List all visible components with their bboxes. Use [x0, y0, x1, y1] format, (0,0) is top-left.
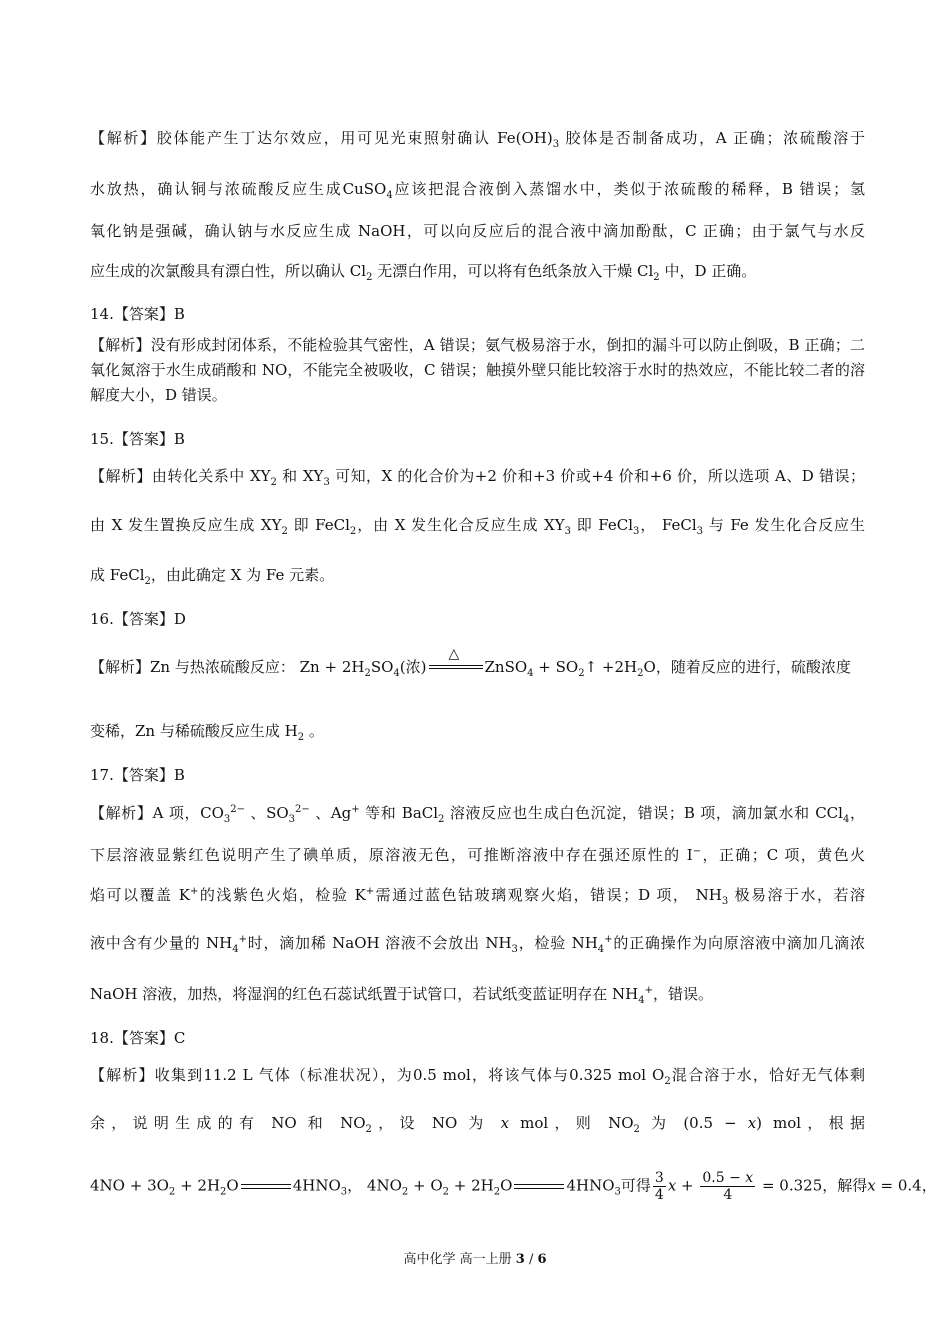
q13-analysis-line-3: 氧化钠是强碱，确认钠与水反应生成 NaOH，可以向反应后的混合液中滴加酚酞，C 正确；由于氯气与水反 [90, 222, 865, 240]
heating-condition-arrow [427, 646, 485, 675]
q17-analysis-line-4: 液中含有少量的 $NH_4^+$时，滴加稀 NaOH 溶液不会放出 $NH_3$，检验 $NH_4^+$的正确操作为向原溶液中滴加几滴浓 [90, 934, 865, 955]
q16-analysis-line-2: 变稀，Zn 与稀硫酸反应生成 $H_2$ 。 [90, 722, 324, 743]
q18-analysis-line-3: $4NO + 3O_2 + 2H_2O$ $4HNO_3$， $4NO_2 + O_2 + 2H_2O$ $4HNO_3$可得 $\frac{3}{4}$ x + $\frac{0.5 - x}{4}$ = 0.325，解得x = 0.4， [90, 1170, 937, 1203]
q15-analysis-line-2: 由 X 发生置换反应生成 $XY_2$ 即 FeCl$_2$，由 X 发生化合反应生成 $XY_3$ 即 FeCl$_3$， FeCl$_3$ 与 Fe 发生化合反应生 [90, 516, 865, 537]
total-pages: 6 [537, 1252, 547, 1267]
q17-analysis-line-2: 下层溶液显紫红色说明产生了碘单质，原溶液无色，可推断溶液中存在强还原性的 I−，正确；C 项，黄色火 [90, 846, 865, 864]
q13-analysis-line-1: 【解析】胶体能产生丁达尔效应，用可见光束照射确认 $Fe(OH)_3$ 胶体是否制备成功，A 正确；浓硫酸溶于 [90, 129, 865, 150]
footer-title: 高中化学 高一上册 [403, 1252, 512, 1267]
q14-answer: 14.【答案】B [90, 305, 185, 323]
q18-answer: 18.【答案】C [90, 1029, 186, 1047]
fraction-remaining: $\frac{0.5 - x}{4}$ [702, 1170, 754, 1203]
q14-analysis: 【解析】没有形成封闭体系，不能检验其气密性，A 错误；氨气极易溶于水，倒扣的漏斗可以防止倒吸，B 正确；二氧化氮溶于水生成硝酸和 NO，不能完全被吸收，C 错误；触摸外壁只能比较溶于水时的热效应，不能比较二者的溶解度大小，D 错误。 [90, 336, 865, 404]
page-footer: 高中化学 高一上册 3 / 6 [403, 1252, 547, 1267]
q17-answer: 17.【答案】B [90, 766, 185, 784]
q16-analysis-line-1: 【解析】Zn 与热浓硫酸反应： $Zn + 2H_2SO_4$(浓) △ ZnSO$_4$ + $SO_2↑ +2H_2O$，随着反应的进行，硫酸浓度 [90, 646, 851, 679]
q17-analysis-line-3: 焰可以覆盖 K+的浅紫色火焰，检验 K+需通过蓝色钴玻璃观察火焰，错误；D 项， $NH_3$ 极易溶于水，若溶 [90, 886, 865, 907]
q17-analysis-line-1: 【解析】A 项，$CO_3^{2-}$ 、$SO_3^{2-}$ 、Ag+ 等和 BaCl$_2$ 溶液反应也生成白色沉淀，错误；B 项，滴加氯水和 CCl$_4$， [90, 804, 865, 825]
q18-analysis-line-2: 余，说明生成的有 NO 和 $NO_2$，设 NO 为 x mol，则 $NO_2$ 为 (0.5 − x) mol，根据 [90, 1114, 865, 1135]
q15-analysis-line-1: 【解析】由转化关系中 $XY_2$ 和 $XY_3$ 可知，X 的化合价为+2 价和+3 价或+4 价和+6 价，所以选项 A、D 错误； [90, 467, 865, 488]
fraction-three-quarters: $\frac{3}{4}$ [654, 1170, 664, 1203]
equals-arrow [241, 1184, 291, 1189]
equals-arrow [514, 1184, 564, 1189]
q15-answer: 15.【答案】B [90, 430, 185, 448]
q17-analysis-line-5: NaOH 溶液，加热，将湿润的红色石蕊试纸置于试管口，若试纸变蓝证明存在 $NH_4^+$，错误。 [90, 985, 713, 1006]
q18-analysis-line-1: 【解析】收集到11.2 L 气体（标准状况），为0.5 mol，将该气体与0.325 mol $O_2$混合溶于水，恰好无气体剩 [90, 1066, 865, 1087]
q16-answer: 16.【答案】D [90, 610, 186, 628]
q13-analysis-line-4: 应生成的次氯酸具有漂白性，所以确认 $Cl_2$ 无漂白作用，可以将有色纸条放入干燥 $Cl_2$ 中，D 正确。 [90, 262, 757, 283]
q13-analysis-line-2: 水放热，确认铜与浓硫酸反应生成CuSO$_4$应该把混合液倒入蒸馏水中，类似于浓硫酸的稀释，B 错误；氢 [90, 180, 865, 201]
q15-analysis-line-3: 成 FeCl$_2$，由此确定 X 为 Fe 元素。 [90, 566, 335, 587]
page-number: 3 [515, 1252, 525, 1267]
delta-heat-icon: △ [448, 646, 460, 662]
